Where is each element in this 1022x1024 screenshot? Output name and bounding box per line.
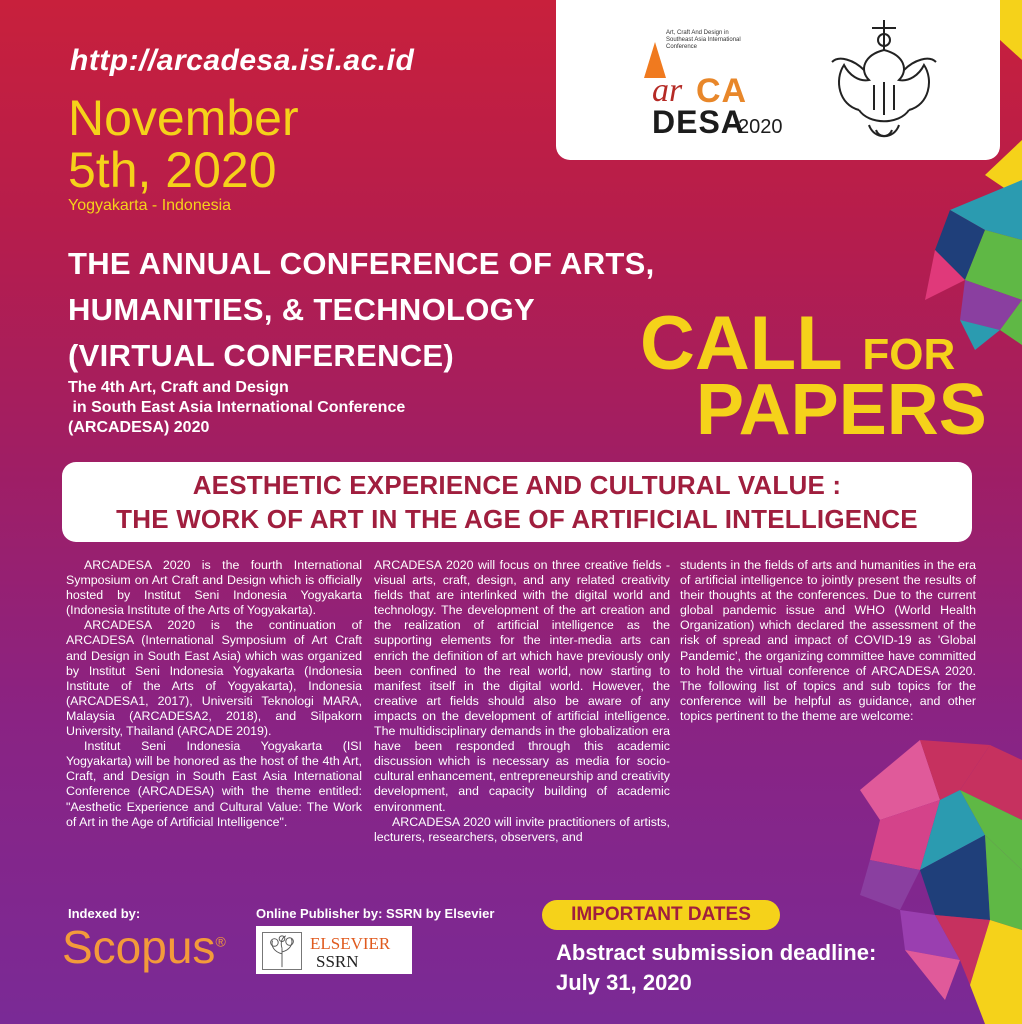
conference-subtitle [68, 378, 405, 438]
elsevier-ssrn-logo [256, 926, 412, 974]
publisher-label: Online Publisher by: SSRN by Elsevier [256, 906, 495, 921]
title-line-3: (VIRTUAL CONFERENCE) [68, 338, 455, 373]
arcadesa-logo [644, 30, 794, 140]
subtitle-line-2: in South East Asia International Conference [68, 399, 406, 416]
theme-line-1: AESTHETIC EXPERIENCE AND CULTURAL VALUE : [192, 470, 842, 500]
deadline-date: July 31, 2020 [556, 970, 692, 995]
paragraph: ARCADESA 2020 is the continuation of ARCADESA (International Symposium of Art Craft and Design in South East Asia) which was organized by Institut Seni Indonesia Yogyakarta (Indonesia Institute of the Arts of Yogyakarta), Indonesia (ARCADESA1, 2017), Universiti Teknologi MARA, Malaysia (ARCADESA2, 2018), and Silpakorn University, Thailand (ARCADE 2019). [66, 618, 362, 739]
event-day-year: 5th, 2020 [68, 142, 277, 198]
body-column-1 [66, 558, 362, 830]
for-word: FOR [862, 330, 956, 379]
paragraph: ARCADESA 2020 will invite practitioners of artists, lecturers, researchers, observers, and [374, 814, 670, 844]
important-dates-badge: IMPORTANT DATES [542, 900, 780, 930]
title-line-2: HUMANITIES, & TECHNOLOGY [68, 292, 536, 327]
logo-card [556, 0, 1000, 160]
paragraph: Institut Seni Indonesia Yogyakarta (ISI Yogyakarta) will be honored as the host of the 4th Art, Craft, and Design in South East Asia International Conference (ARCADESA) with the theme entitled: "Aesthetic Experience and Cultural Value: The Work of Art in the Age of Artificial Intelligence". [66, 739, 362, 829]
indexed-by-label: Indexed by: [68, 906, 141, 921]
scopus-logo [62, 920, 226, 974]
theme-banner [62, 462, 972, 542]
logo-tagline: Art, Craft And Design in Southeast Asia International Conference [666, 30, 741, 50]
papers-word: PAPERS [696, 370, 987, 450]
elsevier-tree-icon [262, 932, 302, 970]
call-word: CALL [640, 301, 842, 386]
logo-ca: CA [696, 72, 748, 110]
logo-desa: DESA [652, 104, 745, 140]
paragraph: ARCADESA 2020 is the fourth International Symposium on Art Craft and Design which is officially hosted by Institut Seni Indonesia Yogyakarta (Indonesia Institute of the Arts of Yogyakarta). [66, 558, 362, 618]
logo-ar: ar [652, 72, 683, 109]
paragraph: students in the fields of arts and humanities in the era of artificial intelligence to jointly present the results of their thoughts at the conferences. Due to the current global pandemic issue and WHO (World Health Organization) which declared the assessment of the risk of spread and impact of COVID-19 as 'Global Pandemic', the organizing committee have committed to hold the virtual conference of ARCADESA 2020. The following list of topics and sub topics for the conference will be helpful as guidance, and other topics pertinent to the theme are welcome: [680, 558, 976, 723]
paragraph: ARCADESA 2020 will focus on three creative fields - visual arts, craft, design, and any related creativity fields that are interlinked with the digital world and technology. The development of the art creation and the realization of artificial intelligence as the supporting elements for the inter-media arts can enrich the definition of art which have previously only been confined to the real world, now starting to manifest itself in the digital world. However, the creative art fields should also be aware of any impacts on the development of artificial intelligence. The multidisciplinary demands in the globalization era have been responded through this academic discussion which is necessary as media for socio-cultural enhancement, entrepreneurship and creativity development, and capacity building of academic environment. [374, 558, 670, 814]
subtitle-line-3: (ARCADESA) 2020 [68, 419, 210, 436]
scopus-text: Scopus [62, 921, 216, 973]
subtitle-line-1: The 4th Art, Craft and Design [68, 379, 289, 396]
website-url[interactable]: http://arcadesa.isi.ac.id [70, 44, 415, 77]
event-month: November [68, 90, 299, 146]
logo-year: 2020 [738, 116, 783, 138]
elsevier-text: ELSEVIER [310, 934, 391, 953]
body-column-2 [374, 558, 670, 845]
scopus-registered-mark: ® [215, 933, 226, 950]
conference-title [68, 241, 655, 379]
title-line-1: THE ANNUAL CONFERENCE OF ARTS, [68, 246, 655, 281]
deadline-label: Abstract submission deadline: [556, 940, 877, 965]
body-column-3 [680, 558, 976, 724]
theme-line-2: THE WORK OF ART IN THE AGE OF ARTIFICIAL INTELLIGENCE [116, 504, 918, 534]
ssrn-text: SSRN [316, 952, 359, 971]
event-date [68, 92, 299, 196]
event-location: Yogyakarta - Indonesia [68, 197, 232, 214]
abstract-deadline [556, 938, 876, 998]
isi-emblem-icon [824, 10, 944, 150]
